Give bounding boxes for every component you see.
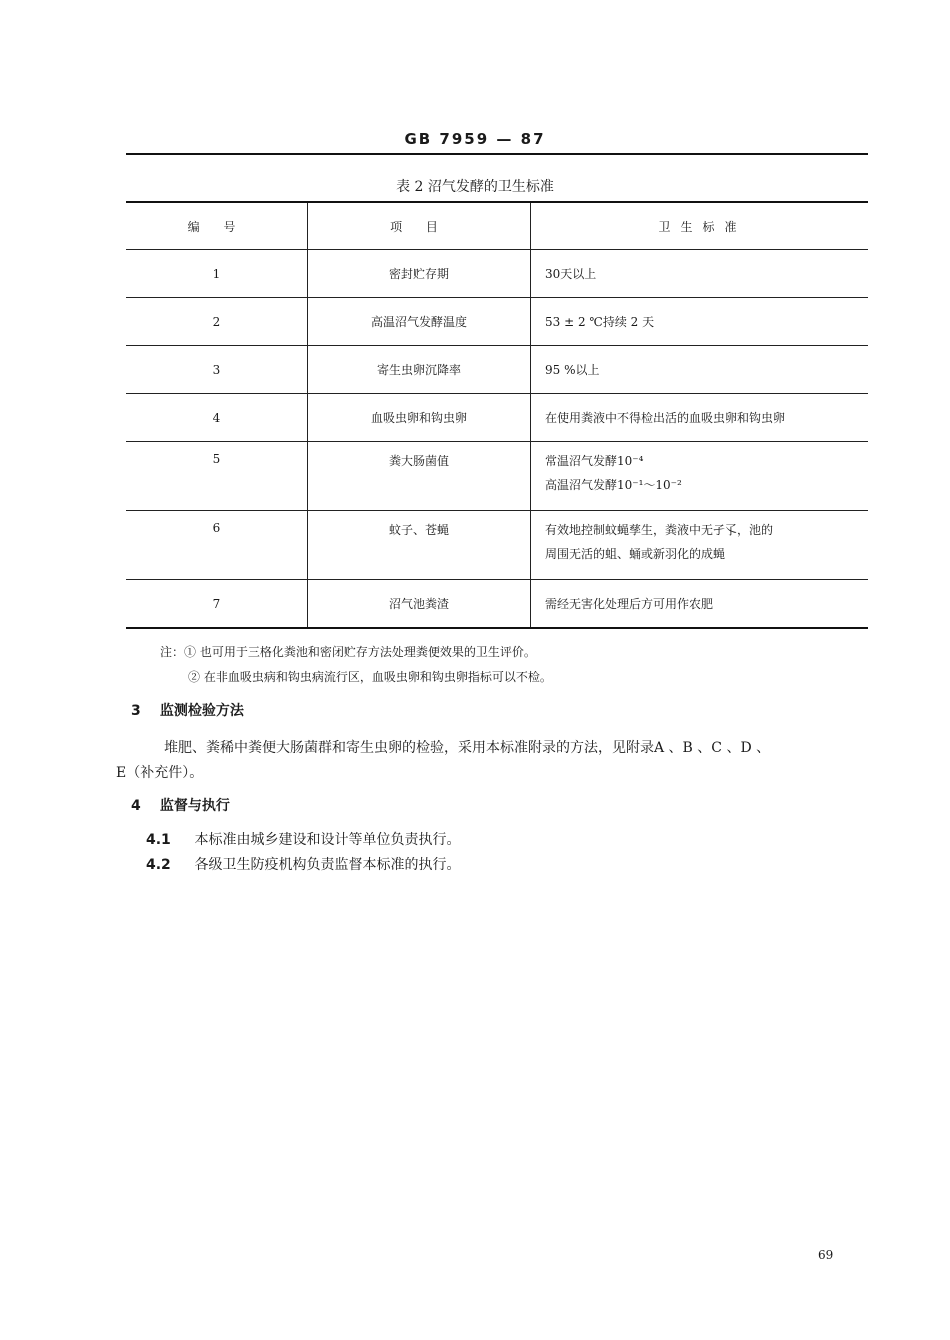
clause-number: 4.2 [146, 857, 171, 873]
table-row [126, 580, 868, 629]
row-number: 5 [126, 442, 308, 511]
row-item: 粪大肠菌值 [308, 442, 531, 511]
table-header-row [126, 202, 868, 250]
clause-4-2 [146, 854, 460, 874]
clause-4-1 [146, 829, 460, 849]
row-number: 3 [126, 346, 308, 394]
row-standard: 30天以上 [531, 250, 869, 298]
row-standard: 有效地控制蚊蝇孳生，粪液中无孑孓，池的 [545, 523, 774, 537]
row-number: 6 [126, 511, 308, 580]
table-row [126, 250, 868, 298]
row-standard: 需经无害化处理后方可用作农肥 [531, 580, 869, 629]
note-2: ② 在非血吸虫病和钩虫病流行区，血吸虫卵和钩虫卵指标可以不检。 [188, 670, 552, 684]
section-title: 监测检验方法 [159, 703, 244, 719]
clause-text: 本标准由城乡建设和设计等单位负责执行。 [194, 832, 461, 848]
row-standard-cell [531, 442, 869, 511]
paragraph-line: 堆肥、粪稀中粪便大肠菌群和寄生虫卵的检验，采用本标准附录的方法，见附录A 、B 、C 、D 、 [164, 740, 771, 756]
row-standard: 常温沼气发酵10⁻⁴ [545, 454, 644, 468]
table-row [126, 298, 868, 346]
page-number: 69 [818, 1248, 834, 1262]
table-title: 表 2 沼气发酵的卫生标准 [396, 179, 554, 195]
note-1: 注：① 也可用于三格化粪池和密闭贮存方法处理粪便效果的卫生评价。 [160, 645, 536, 659]
row-number: 1 [126, 250, 308, 298]
row-number: 4 [126, 394, 308, 442]
section-3-paragraph [116, 736, 876, 786]
table-row [126, 511, 868, 580]
table-notes [160, 640, 552, 690]
section-number: 3 [131, 703, 141, 719]
row-item: 高温沼气发酵温度 [308, 298, 531, 346]
row-item: 寄生虫卵沉降率 [308, 346, 531, 394]
row-standard-line2: 高温沼气发酵10⁻¹～10⁻² [545, 478, 682, 492]
row-standard-line2: 周围无活的蛆、蛹或新羽化的成蝇 [545, 547, 726, 561]
section-number: 4 [131, 798, 141, 814]
section-title: 监督与执行 [159, 798, 230, 814]
standard-code-header: GB 7959 — 87 [404, 130, 546, 148]
column-header-number: 编 号 [126, 202, 308, 250]
row-item: 沼气池粪渣 [308, 580, 531, 629]
row-standard: 53 ± 2 ℃持续 2 天 [531, 298, 869, 346]
header-rule [126, 153, 868, 155]
row-standard: 在使用粪液中不得检出活的血吸虫卵和钩虫卵 [531, 394, 869, 442]
row-standard-cell [531, 511, 869, 580]
table-row [126, 346, 868, 394]
row-number: 2 [126, 298, 308, 346]
row-item: 密封贮存期 [308, 250, 531, 298]
section-4-heading [131, 795, 230, 815]
paragraph-line: E（补充件）。 [116, 765, 204, 781]
row-item: 蚊子、苍蝇 [308, 511, 531, 580]
row-item: 血吸虫卵和钩虫卵 [308, 394, 531, 442]
column-header-standard: 卫生标准 [531, 202, 869, 250]
section-3-heading [131, 700, 244, 720]
hygiene-standard-table [126, 201, 868, 629]
table-row [126, 442, 868, 511]
column-header-item: 项 目 [308, 202, 531, 250]
row-number: 7 [126, 580, 308, 629]
table-row [126, 394, 868, 442]
clause-number: 4.1 [146, 832, 171, 848]
row-standard: 95 %以上 [531, 346, 869, 394]
clause-text: 各级卫生防疫机构负责监督本标准的执行。 [194, 857, 461, 873]
